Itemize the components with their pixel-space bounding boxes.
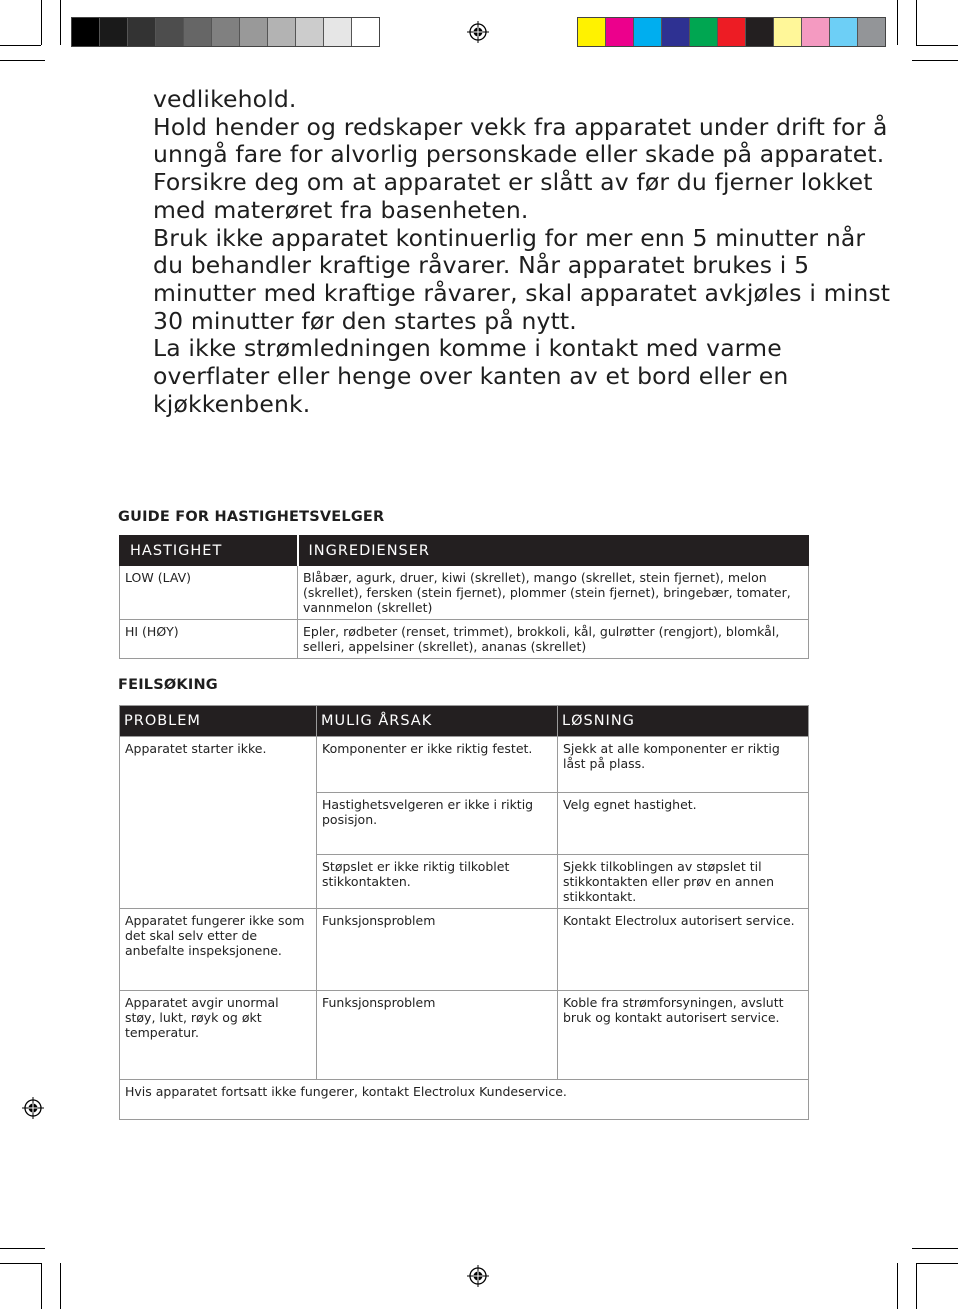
speed-cell: LOW (LAV) — [120, 566, 298, 620]
table-row — [120, 566, 809, 620]
table-header-row — [120, 536, 809, 566]
solution-cell: Sjekk tilkoblingen av støpslet til stikkontakten eller prøv en annen stikkontakt. — [558, 855, 809, 909]
cause-cell: Komponenter er ikke riktig festet. — [317, 737, 558, 793]
table-footer-row — [120, 1080, 809, 1120]
speed-guide-table — [119, 535, 809, 659]
cause-cell: Hastighetsvelgeren er ikke i riktig posisjon. — [317, 793, 558, 855]
paragraph: vedlikehold. — [153, 85, 297, 113]
ingredients-cell: Epler, rødbeter (renset, trimmet), brokkoli, kål, gulrøtter (rengjort), blomkål, selleri, appelsiner (skrellet), ananas (skrellet) — [298, 620, 809, 659]
color-swatch-bar — [577, 17, 886, 47]
cause-cell: Støpslet er ikke riktig tilkoblet stikkontakten. — [317, 855, 558, 909]
safety-instructions — [153, 86, 893, 418]
registration-mark-icon — [467, 1265, 489, 1287]
speed-guide-title: GUIDE FOR HASTIGHETSVELGER — [118, 509, 385, 525]
solution-cell: Koble fra strømforsyningen, avslutt bruk og kontakt autorisert service. — [558, 991, 809, 1080]
registration-mark-icon — [467, 21, 489, 43]
paragraph: Bruk ikke apparatet kontinuerlig for mer enn 5 minutter når du behandler kraftige råvarer. Når apparatet brukes i 5 minutter med kraftige råvarer, skal apparatet avkjøles i minst 30 minutter før den startes på nytt. — [153, 223, 891, 335]
solution-cell: Velg egnet hastighet. — [558, 793, 809, 855]
problem-cell: Apparatet starter ikke. — [120, 737, 317, 909]
table-row — [120, 909, 809, 991]
header-speed: HASTIGHET — [120, 536, 298, 566]
grayscale-swatch-bar — [71, 17, 380, 47]
paragraph: Forsikre deg om at apparatet er slått av før du fjerner lokket med materøret fra basenheten. — [153, 168, 873, 224]
header-solution: LØSNING — [558, 706, 809, 737]
table-header-row — [120, 706, 809, 737]
header-cause: MULIG ÅRSAK — [317, 706, 558, 737]
problem-cell: Apparatet fungerer ikke som det skal selv etter de anbefalte inspeksjonene. — [120, 909, 317, 991]
solution-cell: Kontakt Electrolux autorisert service. — [558, 909, 809, 991]
troubleshooting-table — [119, 705, 809, 1120]
header-problem: PROBLEM — [120, 706, 317, 737]
registration-mark-icon — [22, 1097, 44, 1119]
solution-cell: Sjekk at alle komponenter er riktig låst på plass. — [558, 737, 809, 793]
troubleshooting-title: FEILSØKING — [118, 677, 218, 693]
table-row — [120, 991, 809, 1080]
table-row — [120, 620, 809, 659]
cause-cell: Funksjonsproblem — [317, 909, 558, 991]
footer-note: Hvis apparatet fortsatt ikke fungerer, kontakt Electrolux Kundeservice. — [120, 1080, 809, 1120]
paragraph: La ikke strømledningen komme i kontakt med varme overflater eller henge over kanten av et bord eller en kjøkkenbenk. — [153, 334, 789, 418]
ingredients-cell: Blåbær, agurk, druer, kiwi (skrellet), mango (skrellet, stein fjernet), melon (skrellet), fersken (stein fjernet), plommer (stein fjernet), bringebær, tomater, vannmelon (skrellet) — [298, 566, 809, 620]
header-ingredients: INGREDIENSER — [298, 536, 809, 566]
speed-cell: HI (HØY) — [120, 620, 298, 659]
paragraph: Hold hender og redskaper vekk fra apparatet under drift for å unngå fare for alvorlig personskade eller skade på apparatet. — [153, 112, 888, 169]
table-row — [120, 737, 809, 793]
cause-cell: Funksjonsproblem — [317, 991, 558, 1080]
problem-cell: Apparatet avgir unormal støy, lukt, røyk og økt temperatur. — [120, 991, 317, 1080]
